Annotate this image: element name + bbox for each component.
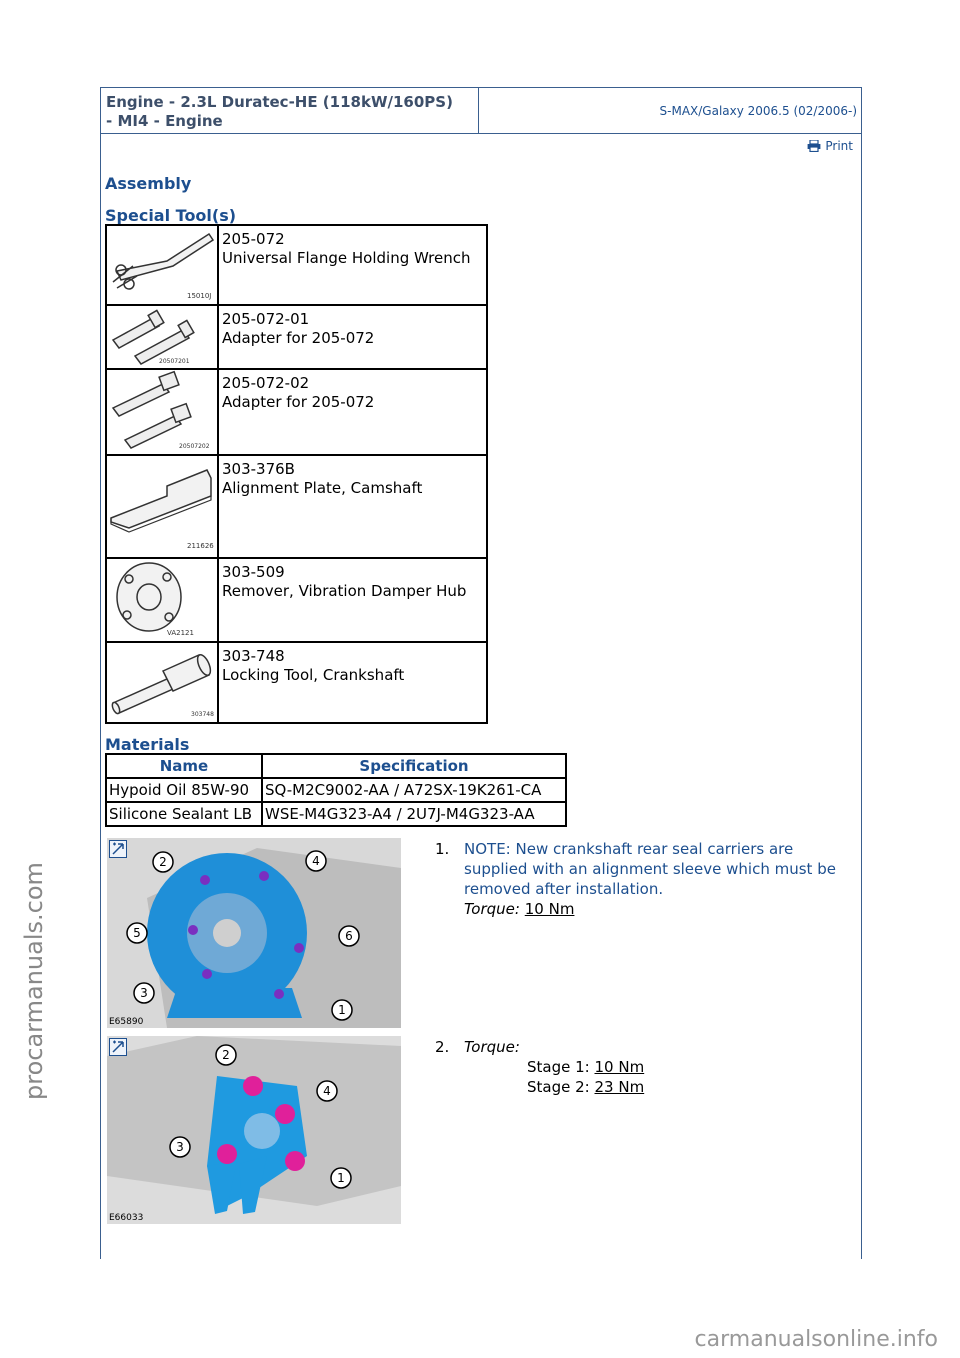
- tool-image-label: 20507201: [159, 358, 190, 365]
- image-label: E66033: [109, 1213, 144, 1223]
- print-label: Print: [825, 139, 853, 153]
- callout: 4: [323, 1084, 331, 1098]
- callout: 1: [338, 1003, 346, 1017]
- tool-image-alignment-plate: [107, 456, 217, 554]
- tool-row: [106, 455, 487, 558]
- torque-value: 10 Nm: [524, 900, 575, 918]
- table-row: [106, 802, 566, 826]
- material-spec: SQ-M2C9002-AA / A72SX-19K261-CA: [262, 778, 566, 802]
- tool-image-adapter-02: [107, 370, 217, 452]
- section-title: Assembly: [105, 174, 192, 193]
- stage-2-value: 23 Nm: [594, 1078, 645, 1096]
- materials-title: Materials: [105, 735, 190, 754]
- tool-code: 205-072-02: [222, 374, 310, 392]
- watermark-left: procarmanuals.com: [20, 862, 48, 1100]
- tool-row: [106, 558, 487, 642]
- tool-row: [106, 305, 487, 369]
- tool-code: 205-072: [222, 230, 285, 248]
- callout: 6: [345, 929, 353, 943]
- tool-image-label: VA2121: [167, 629, 194, 637]
- tool-code: 303-376B: [222, 460, 295, 478]
- tool-image-locking-tool: [107, 643, 217, 720]
- tool-row: [106, 225, 487, 305]
- material-spec: WSE-M4G323-A4 / 2U7J-M4G323-AA: [262, 802, 566, 826]
- materials-header-name: Name: [106, 754, 262, 778]
- material-name: Hypoid Oil 85W-90: [106, 778, 262, 802]
- tool-code: 205-072-01: [222, 310, 310, 328]
- tool-name: Alignment Plate, Camshaft: [222, 479, 423, 497]
- watermark-bottom: carmanualsonline.info: [694, 1327, 938, 1352]
- materials-header-row: [106, 754, 566, 778]
- table-row: [106, 778, 566, 802]
- zoom-image-icon[interactable]: [109, 840, 127, 858]
- header: [101, 88, 861, 134]
- special-tools-title: Special Tool(s): [105, 206, 237, 225]
- tool-image-label: 303748: [191, 711, 214, 718]
- tool-name: Adapter for 205-072: [222, 329, 375, 347]
- step-note: NOTE: New crankshaft rear seal carriers are supplied with an alignment sleeve which must be removed after installation.: [464, 840, 836, 898]
- callout: 3: [176, 1140, 184, 1154]
- tool-name: Locking Tool, Crankshaft: [222, 666, 405, 684]
- header-title-line2: - MI4 - Engine: [106, 112, 223, 130]
- image-label: E65890: [109, 1017, 144, 1027]
- materials-table: [105, 753, 567, 827]
- tool-name: Universal Flange Holding Wrench: [222, 249, 471, 267]
- tool-image-adapter-01: [107, 306, 217, 366]
- special-tools-table: [105, 224, 488, 724]
- header-vehicle: S-MAX/Galaxy 2006.5 (02/2006-): [659, 103, 857, 118]
- step-2-image: [107, 1036, 401, 1224]
- tool-image-label: 20507202: [179, 443, 210, 450]
- tool-name: Remover, Vibration Damper Hub: [222, 582, 467, 600]
- step-number: 2.: [435, 1038, 450, 1056]
- stage-2-label: Stage 2:: [527, 1078, 590, 1096]
- tool-row: [106, 369, 487, 455]
- step-number: 1.: [435, 840, 450, 858]
- printer-icon: [807, 140, 821, 152]
- tool-image-flange-wrench: [107, 226, 217, 302]
- tool-image-label: 211626: [187, 542, 214, 550]
- header-title-line1: Engine - 2.3L Duratec-HE (118kW/160PS): [106, 93, 453, 111]
- seal-carrier-illustration: [107, 838, 401, 1028]
- materials-header-spec: Specification: [262, 754, 566, 778]
- oil-pump-illustration: [107, 1036, 401, 1224]
- tool-image-damper-remover: [107, 559, 217, 639]
- print-button[interactable]: [807, 139, 853, 153]
- callout: 4: [312, 854, 320, 868]
- tool-code: 303-748: [222, 647, 285, 665]
- page-frame: [100, 87, 862, 1259]
- callout: 2: [222, 1048, 230, 1062]
- material-name: Silicone Sealant LB: [106, 802, 262, 826]
- tool-name: Adapter for 205-072: [222, 393, 375, 411]
- callout: 2: [159, 855, 167, 869]
- callout: 3: [140, 986, 148, 1000]
- tool-row: [106, 642, 487, 723]
- callout: 5: [133, 926, 141, 940]
- torque-label: Torque:: [464, 1038, 520, 1056]
- torque-label: Torque:: [464, 900, 520, 918]
- zoom-image-icon[interactable]: [109, 1038, 127, 1056]
- tool-image-label: 15010J: [187, 292, 212, 300]
- callout: 1: [337, 1171, 345, 1185]
- stage-1-value: 10 Nm: [594, 1058, 645, 1076]
- step-1-image: [107, 838, 401, 1028]
- header-title: [101, 88, 479, 133]
- stage-1-label: Stage 1:: [527, 1058, 590, 1076]
- tool-code: 303-509: [222, 563, 285, 581]
